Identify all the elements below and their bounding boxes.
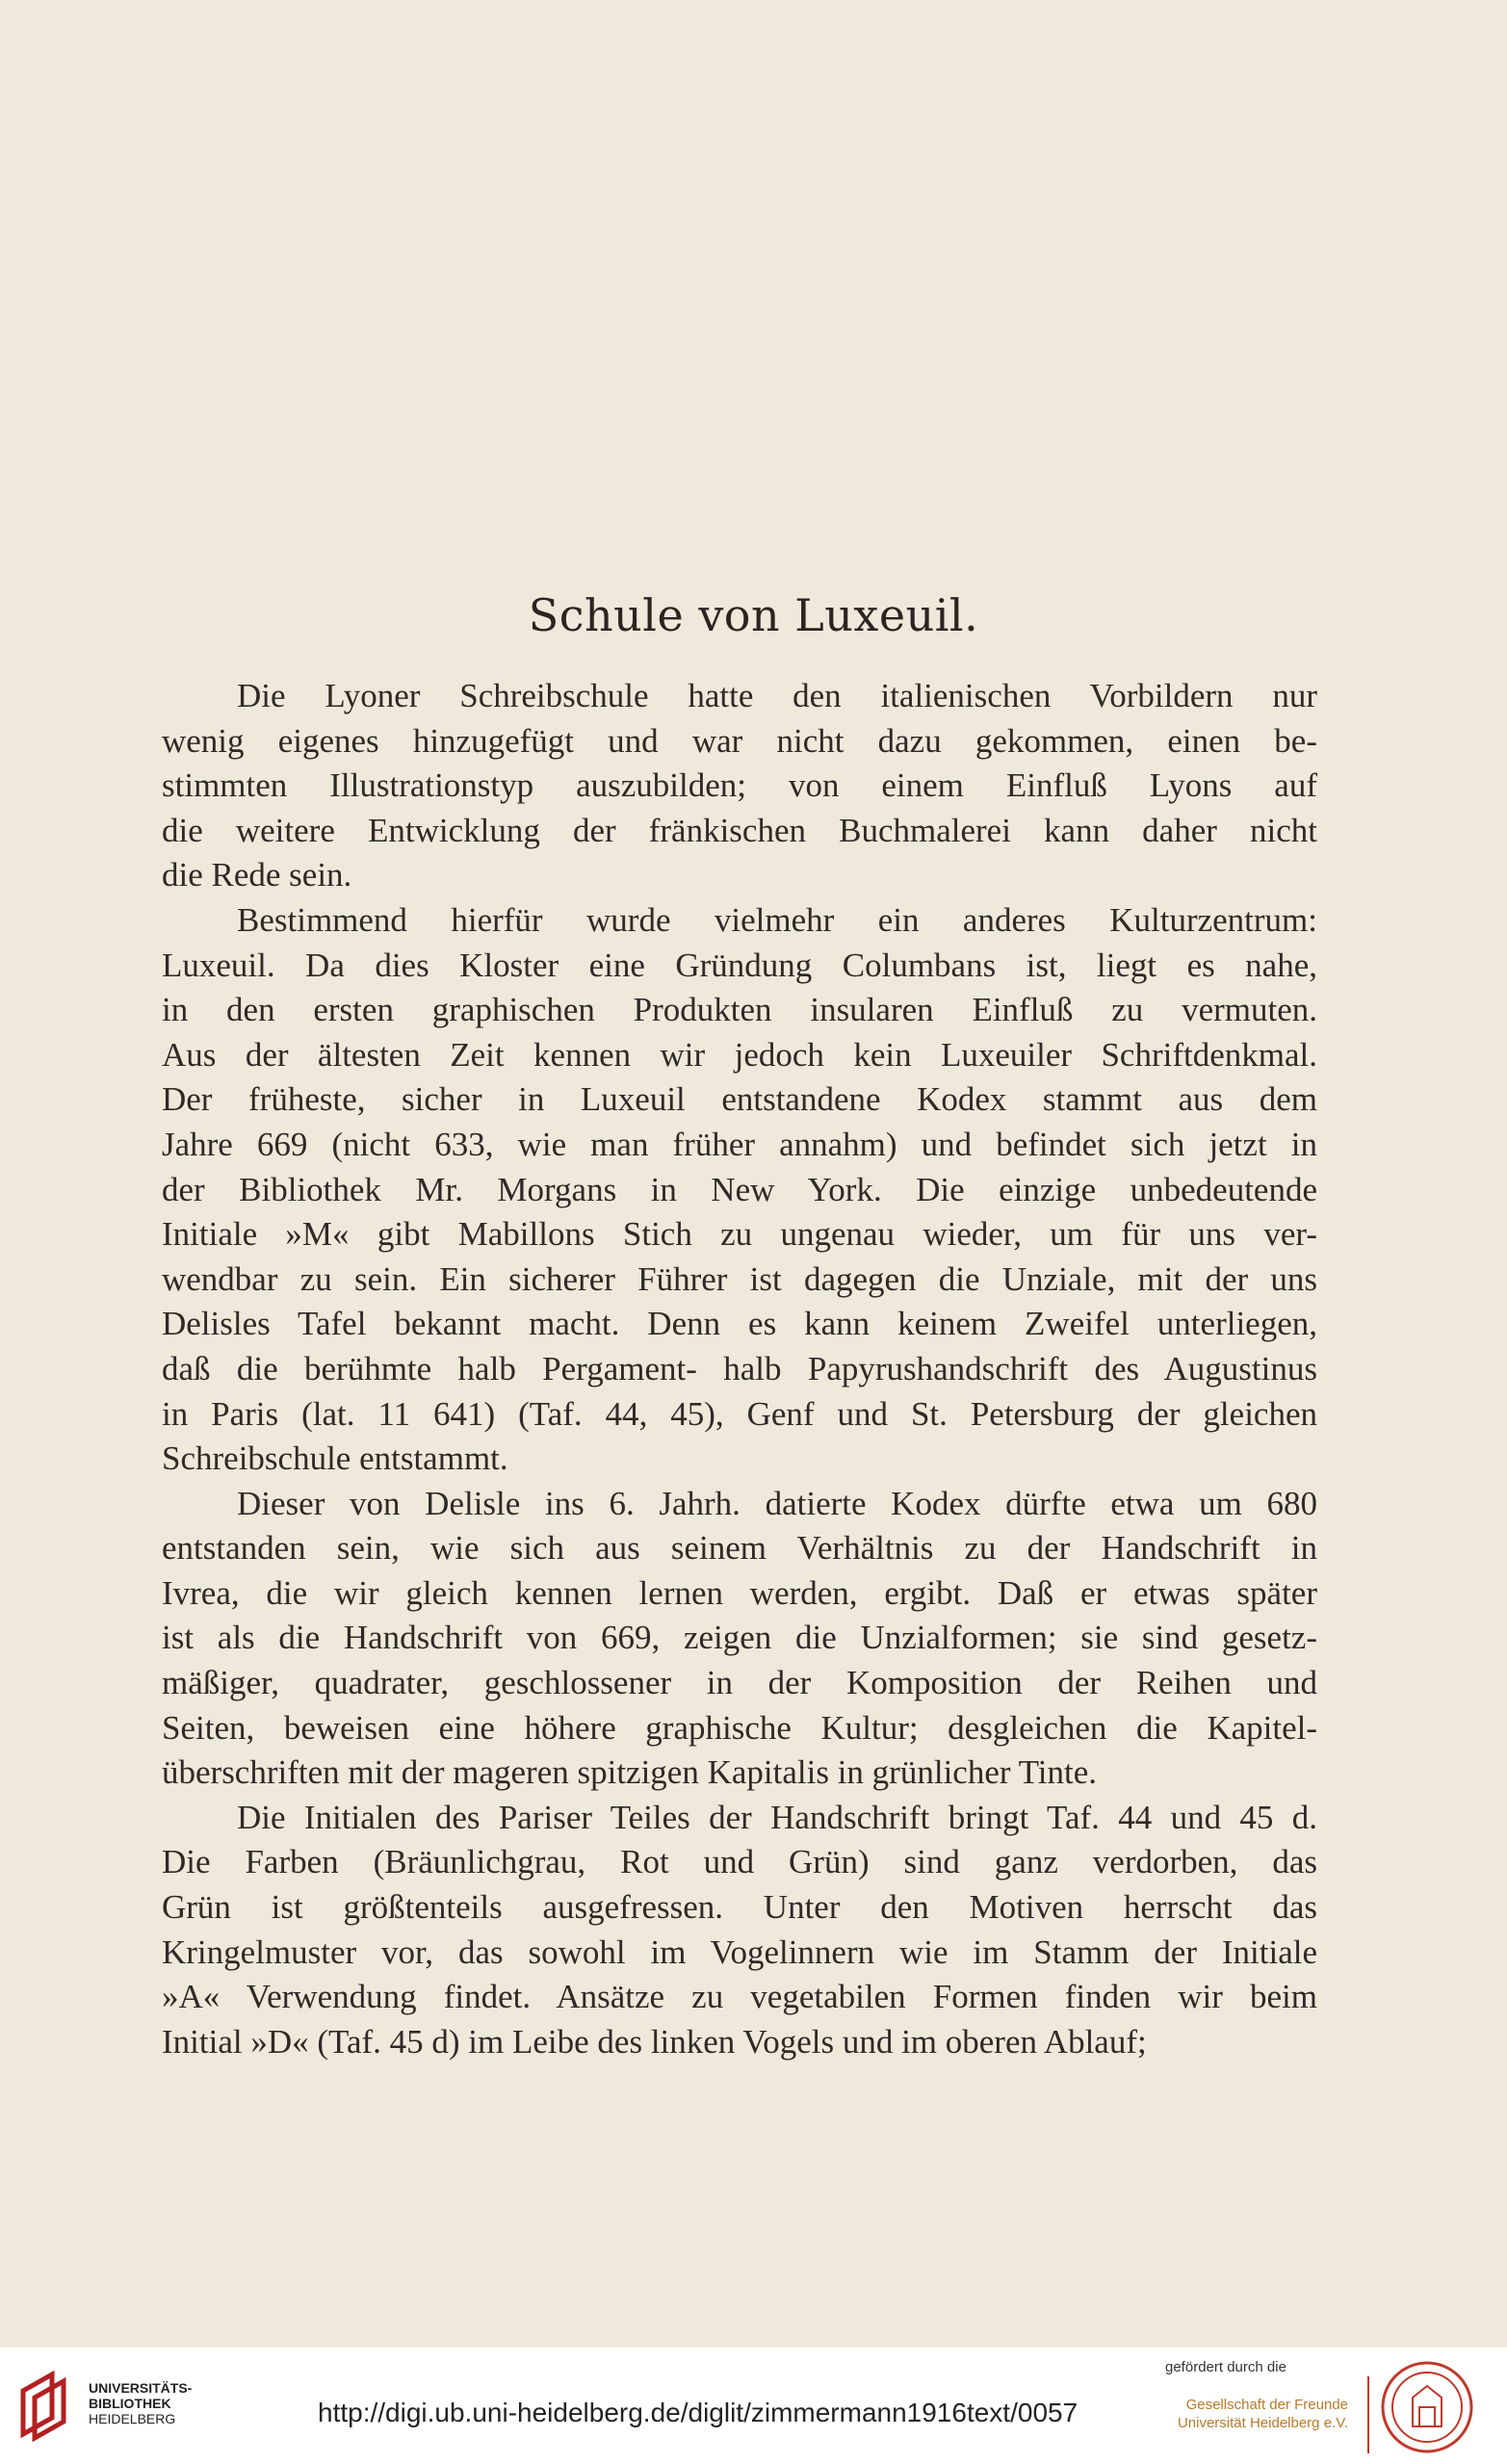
text-line: Luxeuil. Da dies Kloster eine Gründung Columbans ist, liegt es nahe, <box>162 946 1317 984</box>
text-line: die weitere Entwicklung der fränkischen Buchmalerei kann daher nicht <box>162 811 1317 849</box>
paragraph <box>162 1482 1317 1796</box>
sponsor-name-line2: Universität Heidelberg e.V. <box>1177 2415 1348 2431</box>
text-line: ist als die Handschrift von 669, zeigen die Unzialformen; sie sind gesetz- <box>162 1619 1317 1657</box>
text-line: daß die berühmte halb Pergament- halb Papyrushandschrift des Augustinus <box>162 1349 1317 1388</box>
university-seal-icon <box>1379 2359 1475 2455</box>
text-line: Der früheste, sicher in Luxeuil entstandene Kodex stammt aus dem <box>162 1080 1317 1119</box>
text-line: entstanden sein, wie sich aus seinem Verhältnis zu der Handschrift in <box>162 1529 1317 1568</box>
text-line: Jahre 669 (nicht 633, wie man früher annahm) und befindet sich jetzt in <box>162 1125 1317 1163</box>
paragraph <box>162 898 1317 1482</box>
text-line: Initial »D« (Taf. 45 d) im Leibe des linken Vogels und im oberen Ablauf; <box>162 2022 1147 2061</box>
text-line: in den ersten graphischen Produkten insularen Einfluß zu vermuten. <box>162 991 1317 1029</box>
text-line: in Paris (lat. 11 641) (Taf. 44, 45), Genf und St. Petersburg der gleichen <box>162 1394 1317 1433</box>
text-line: der Bibliothek Mr. Morgans in New York. Die einzige unbedeutende <box>162 1170 1317 1208</box>
text-line: »A« Verwendung findet. Ansätze zu vegetabilen Formen finden wir beim <box>162 1978 1317 2016</box>
text-line: Die Lyoner Schreibschule hatte den italienischen Vorbildern nur <box>237 677 1317 714</box>
paragraph <box>162 674 1317 898</box>
footer-bar <box>0 2347 1507 2464</box>
text-line: Die Initialen des Pariser Teiles der Handschrift bringt Taf. 44 und 45 d. <box>237 1798 1317 1836</box>
paragraph <box>162 1796 1317 2065</box>
text-line: Bestimmend hierfür wurde vielmehr ein anderes Kulturzentrum: <box>237 900 1317 939</box>
section-title: Schule von Luxeuil. <box>528 589 979 641</box>
sponsor-name-line1: Gesellschaft der Freunde <box>1185 2397 1348 2413</box>
text-line: Schreibschule entstammt. <box>162 1439 508 1478</box>
sponsor-label: gefördert durch die <box>1165 2359 1286 2375</box>
text-line: stimmten Illustrationstyp auszubilden; von einem Einfluß Lyons auf <box>162 766 1317 805</box>
library-name-line1: UNIVERSITÄTS- <box>89 2380 193 2396</box>
text-line: Grün ist größtenteils ausgefressen. Unter den Motiven herrscht das <box>162 1888 1317 1927</box>
text-line: mäßiger, quadrater, geschlossener in der Komposition der Reihen und <box>162 1664 1317 1702</box>
text-line: Initiale »M« gibt Mabillons Stich zu ungenau wieder, um für uns ver- <box>162 1215 1317 1254</box>
sponsor-name <box>1170 2396 1348 2432</box>
university-library-logo-icon <box>13 2367 81 2444</box>
library-name-line3: HEIDELBERG <box>89 2411 176 2426</box>
body-text <box>162 674 1317 2064</box>
permalink-url[interactable]: http://digi.ub.uni-heidelberg.de/diglit/zimmermann1916text/0057 <box>318 2398 1078 2427</box>
text-line: Ivrea, die wir gleich kennen lernen werden, ergibt. Daß er etwas später <box>162 1573 1317 1612</box>
text-line: Seiten, beweisen eine höhere graphische Kultur; desgleichen die Kapitel- <box>162 1708 1317 1747</box>
library-name-line2: BIBLIOTHEK <box>89 2396 171 2411</box>
text-line: wendbar zu sein. Ein sicherer Führer ist dagegen die Unziale, mit der uns <box>162 1259 1317 1298</box>
text-line: Die Farben (Bräunlichgrau, Rot und Grün) sind ganz verdorben, das <box>162 1843 1317 1881</box>
text-line: überschriften mit der mageren spitzigen Kapitalis in grünlicher Tinte. <box>162 1753 1098 1792</box>
text-line: Delisles Tafel bekannt macht. Denn es kann keinem Zweifel unterliegen, <box>162 1305 1317 1343</box>
text-line: Kringelmuster vor, das sowohl im Vogelinnern wie im Stamm der Initiale <box>162 1932 1317 1971</box>
text-line: Dieser von Delisle ins 6. Jahrh. datierte Kodex dürfte etwa um 680 <box>237 1484 1317 1522</box>
sponsor-divider <box>1367 2376 1369 2453</box>
library-name <box>89 2380 192 2426</box>
text-line: Aus der ältesten Zeit kennen wir jedoch kein Luxeuiler Schriftdenkmal. <box>162 1035 1317 1074</box>
text-line: wenig eigenes hinzugefügt und war nicht dazu gekommen, einen be- <box>162 721 1317 760</box>
text-line: die Rede sein. <box>162 856 352 895</box>
